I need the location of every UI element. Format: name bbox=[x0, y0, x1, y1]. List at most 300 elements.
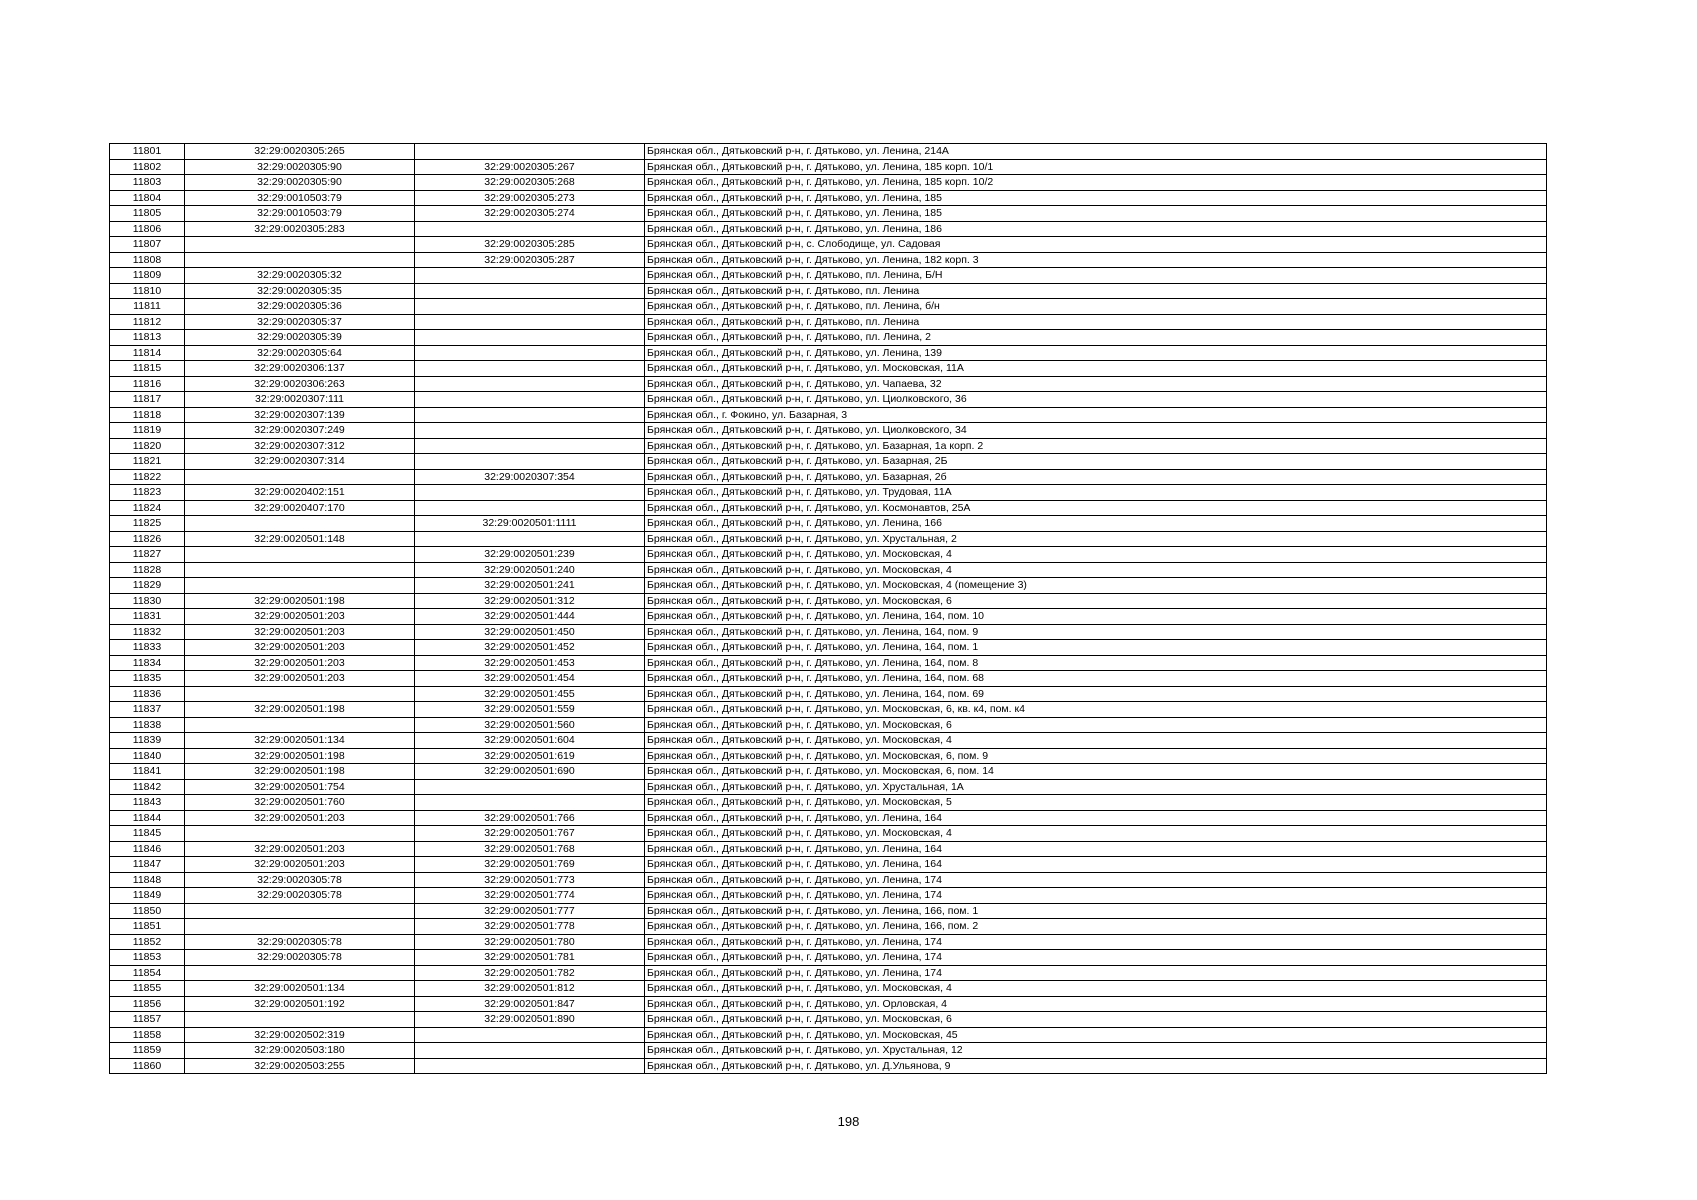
cadastral-number-cell: 32:29:0020307:139 bbox=[185, 407, 415, 423]
address-cell: Брянская обл., Дятьковский р-н, г. Дятьково, ул. Циолковского, 36 bbox=[645, 392, 1547, 408]
object-cadastral-number-cell: 32:29:0020501:780 bbox=[415, 934, 645, 950]
address-cell: Брянская обл., Дятьковский р-н, г. Дятьково, ул. Ленина, 174 bbox=[645, 934, 1547, 950]
cadastral-number-cell: 32:29:0020501:198 bbox=[185, 702, 415, 718]
row-number-cell: 11822 bbox=[110, 469, 185, 485]
object-cadastral-number-cell bbox=[415, 283, 645, 299]
object-cadastral-number-cell: 32:29:0020501:312 bbox=[415, 593, 645, 609]
address-cell: Брянская обл., Дятьковский р-н, г. Дятьково, ул. Циолковского, 34 bbox=[645, 423, 1547, 439]
table-row bbox=[110, 624, 1547, 640]
cadastral-number-cell bbox=[185, 965, 415, 981]
cadastral-number-cell: 32:29:0010503:79 bbox=[185, 190, 415, 206]
row-number-cell: 11816 bbox=[110, 376, 185, 392]
cadastral-number-cell: 32:29:0020503:255 bbox=[185, 1058, 415, 1074]
address-cell: Брянская обл., Дятьковский р-н, г. Дятьково, ул. Космонавтов, 25А bbox=[645, 500, 1547, 516]
cadastral-number-cell bbox=[185, 578, 415, 594]
object-cadastral-number-cell bbox=[415, 221, 645, 237]
row-number-cell: 11809 bbox=[110, 268, 185, 284]
row-number-cell: 11821 bbox=[110, 454, 185, 470]
cadastral-number-cell: 32:29:0020305:64 bbox=[185, 345, 415, 361]
table-row bbox=[110, 1027, 1547, 1043]
address-cell: Брянская обл., Дятьковский р-н, г. Дятьково, ул. Московская, 6 bbox=[645, 717, 1547, 733]
cadastral-number-cell: 32:29:0020501:760 bbox=[185, 795, 415, 811]
address-cell: Брянская обл., Дятьковский р-н, г. Дятьково, пл. Ленина bbox=[645, 314, 1547, 330]
object-cadastral-number-cell: 32:29:0020501:782 bbox=[415, 965, 645, 981]
address-cell: Брянская обл., Дятьковский р-н, г. Дятьково, ул. Ленина, 186 bbox=[645, 221, 1547, 237]
table-row bbox=[110, 733, 1547, 749]
object-cadastral-number-cell bbox=[415, 1043, 645, 1059]
table-row bbox=[110, 159, 1547, 175]
row-number-cell: 11843 bbox=[110, 795, 185, 811]
table-row bbox=[110, 981, 1547, 997]
row-number-cell: 11801 bbox=[110, 144, 185, 160]
table-row bbox=[110, 950, 1547, 966]
object-cadastral-number-cell: 32:29:0020501:452 bbox=[415, 640, 645, 656]
cadastral-number-cell: 32:29:0020305:32 bbox=[185, 268, 415, 284]
cadastral-number-cell: 32:29:0020501:754 bbox=[185, 779, 415, 795]
row-number-cell: 11806 bbox=[110, 221, 185, 237]
object-cadastral-number-cell: 32:29:0020501:444 bbox=[415, 609, 645, 625]
object-cadastral-number-cell: 32:29:0020501:690 bbox=[415, 764, 645, 780]
table-row bbox=[110, 655, 1547, 671]
table-row bbox=[110, 345, 1547, 361]
object-cadastral-number-cell bbox=[415, 1027, 645, 1043]
table-row bbox=[110, 144, 1547, 160]
address-cell: Брянская обл., Дятьковский р-н, г. Дятьково, ул. Ленина, 164, пом. 68 bbox=[645, 671, 1547, 687]
table-row bbox=[110, 841, 1547, 857]
object-cadastral-number-cell: 32:29:0020305:274 bbox=[415, 206, 645, 222]
row-number-cell: 11830 bbox=[110, 593, 185, 609]
table-row bbox=[110, 283, 1547, 299]
row-number-cell: 11840 bbox=[110, 748, 185, 764]
address-cell: Брянская обл., Дятьковский р-н, г. Дятьково, ул. Московская, 11А bbox=[645, 361, 1547, 377]
cadastral-number-cell: 32:29:0020501:203 bbox=[185, 609, 415, 625]
table-row bbox=[110, 314, 1547, 330]
table-row bbox=[110, 764, 1547, 780]
cadastral-number-cell bbox=[185, 469, 415, 485]
table-row bbox=[110, 407, 1547, 423]
cadastral-number-cell: 32:29:0020501:203 bbox=[185, 857, 415, 873]
object-cadastral-number-cell bbox=[415, 345, 645, 361]
object-cadastral-number-cell: 32:29:0020501:767 bbox=[415, 826, 645, 842]
address-cell: Брянская обл., Дятьковский р-н, г. Дятьково, ул. Ленина, 164 bbox=[645, 857, 1547, 873]
address-cell: Брянская обл., Дятьковский р-н, г. Дятьково, ул. Московская, 4 bbox=[645, 826, 1547, 842]
row-number-cell: 11852 bbox=[110, 934, 185, 950]
address-cell: Брянская обл., Дятьковский р-н, г. Дятьково, ул. Московская, 4 bbox=[645, 562, 1547, 578]
cadastral-number-cell: 32:29:0020305:90 bbox=[185, 175, 415, 191]
object-cadastral-number-cell: 32:29:0020501:560 bbox=[415, 717, 645, 733]
table-row bbox=[110, 919, 1547, 935]
address-cell: Брянская обл., Дятьковский р-н, г. Дятьково, ул. Хрустальная, 1А bbox=[645, 779, 1547, 795]
address-cell: Брянская обл., Дятьковский р-н, г. Дятьково, ул. Ленина, 164 bbox=[645, 841, 1547, 857]
row-number-cell: 11803 bbox=[110, 175, 185, 191]
row-number-cell: 11807 bbox=[110, 237, 185, 253]
table-row bbox=[110, 872, 1547, 888]
cadastral-number-cell: 32:29:0020501:203 bbox=[185, 640, 415, 656]
object-cadastral-number-cell: 32:29:0020501:847 bbox=[415, 996, 645, 1012]
row-number-cell: 11818 bbox=[110, 407, 185, 423]
address-cell: Брянская обл., Дятьковский р-н, г. Дятьково, ул. Базарная, 1а корп. 2 bbox=[645, 438, 1547, 454]
row-number-cell: 11826 bbox=[110, 531, 185, 547]
object-cadastral-number-cell bbox=[415, 144, 645, 160]
object-cadastral-number-cell bbox=[415, 423, 645, 439]
row-number-cell: 11814 bbox=[110, 345, 185, 361]
cadastral-number-cell: 32:29:0020305:78 bbox=[185, 872, 415, 888]
address-cell: Брянская обл., Дятьковский р-н, г. Дятьково, пл. Ленина, 2 bbox=[645, 330, 1547, 346]
address-cell: Брянская обл., Дятьковский р-н, г. Дятьково, ул. Ленина, 164, пом. 1 bbox=[645, 640, 1547, 656]
cadastral-number-cell: 32:29:0020305:283 bbox=[185, 221, 415, 237]
row-number-cell: 11823 bbox=[110, 485, 185, 501]
table-row bbox=[110, 795, 1547, 811]
table-row bbox=[110, 593, 1547, 609]
object-cadastral-number-cell: 32:29:0020305:267 bbox=[415, 159, 645, 175]
object-cadastral-number-cell bbox=[415, 531, 645, 547]
object-cadastral-number-cell bbox=[415, 795, 645, 811]
cadastral-number-cell: 32:29:0020501:203 bbox=[185, 671, 415, 687]
address-cell: Брянская обл., Дятьковский р-н, г. Дятьково, ул. Ленина, 139 bbox=[645, 345, 1547, 361]
address-cell: Брянская обл., Дятьковский р-н, г. Дятьково, ул. Ленина, 164 bbox=[645, 810, 1547, 826]
cadastral-number-cell: 32:29:0010503:79 bbox=[185, 206, 415, 222]
row-number-cell: 11841 bbox=[110, 764, 185, 780]
row-number-cell: 11845 bbox=[110, 826, 185, 842]
object-cadastral-number-cell bbox=[415, 330, 645, 346]
cadastral-number-cell: 32:29:0020402:151 bbox=[185, 485, 415, 501]
cadastral-number-cell: 32:29:0020306:263 bbox=[185, 376, 415, 392]
cadastral-number-cell: 32:29:0020407:170 bbox=[185, 500, 415, 516]
row-number-cell: 11815 bbox=[110, 361, 185, 377]
address-cell: Брянская обл., Дятьковский р-н, г. Дятьково, ул. Ленина, 166, пом. 2 bbox=[645, 919, 1547, 935]
address-cell: Брянская обл., Дятьковский р-н, г. Дятьково, ул. Московская, 4 bbox=[645, 733, 1547, 749]
page-number: 198 bbox=[837, 1114, 860, 1129]
address-cell: Брянская обл., Дятьковский р-н, г. Дятьково, ул. Базарная, 2б bbox=[645, 469, 1547, 485]
table-row bbox=[110, 671, 1547, 687]
address-cell: Брянская обл., Дятьковский р-н, г. Дятьково, ул. Хрустальная, 12 bbox=[645, 1043, 1547, 1059]
object-cadastral-number-cell bbox=[415, 268, 645, 284]
table-row bbox=[110, 686, 1547, 702]
cadastral-number-cell bbox=[185, 252, 415, 268]
row-number-cell: 11817 bbox=[110, 392, 185, 408]
row-number-cell: 11802 bbox=[110, 159, 185, 175]
row-number-cell: 11835 bbox=[110, 671, 185, 687]
object-cadastral-number-cell: 32:29:0020501:766 bbox=[415, 810, 645, 826]
object-cadastral-number-cell: 32:29:0020501:778 bbox=[415, 919, 645, 935]
cadastral-number-cell bbox=[185, 1012, 415, 1028]
cadastral-number-cell bbox=[185, 903, 415, 919]
object-cadastral-number-cell: 32:29:0020501:768 bbox=[415, 841, 645, 857]
address-cell: Брянская обл., Дятьковский р-н, г. Дятьково, ул. Ленина, 214А bbox=[645, 144, 1547, 160]
address-cell: Брянская обл., Дятьковский р-н, г. Дятьково, ул. Д.Ульянова, 9 bbox=[645, 1058, 1547, 1074]
table-row bbox=[110, 748, 1547, 764]
object-cadastral-number-cell: 32:29:0020501:774 bbox=[415, 888, 645, 904]
address-cell: Брянская обл., г. Фокино, ул. Базарная, 3 bbox=[645, 407, 1547, 423]
object-cadastral-number-cell: 32:29:0020501:239 bbox=[415, 547, 645, 563]
object-cadastral-number-cell bbox=[415, 1058, 645, 1074]
address-cell: Брянская обл., Дятьковский р-н, г. Дятьково, ул. Ленина, 185 корп. 10/2 bbox=[645, 175, 1547, 191]
cadastral-number-cell bbox=[185, 547, 415, 563]
row-number-cell: 11848 bbox=[110, 872, 185, 888]
address-cell: Брянская обл., Дятьковский р-н, г. Дятьково, пл. Ленина bbox=[645, 283, 1547, 299]
address-cell: Брянская обл., Дятьковский р-н, г. Дятьково, ул. Московская, 6, кв. к4, пом. к4 bbox=[645, 702, 1547, 718]
table-row bbox=[110, 206, 1547, 222]
address-cell: Брянская обл., Дятьковский р-н, г. Дятьково, ул. Ленина, 174 bbox=[645, 965, 1547, 981]
row-number-cell: 11834 bbox=[110, 655, 185, 671]
cadastral-number-cell: 32:29:0020501:198 bbox=[185, 764, 415, 780]
cadastral-number-cell: 32:29:0020501:134 bbox=[185, 733, 415, 749]
table-row bbox=[110, 903, 1547, 919]
address-cell: Брянская обл., Дятьковский р-н, г. Дятьково, ул. Московская, 6 bbox=[645, 593, 1547, 609]
object-cadastral-number-cell: 32:29:0020501:241 bbox=[415, 578, 645, 594]
cadastral-number-cell: 32:29:0020501:203 bbox=[185, 655, 415, 671]
table-row bbox=[110, 934, 1547, 950]
object-cadastral-number-cell: 32:29:0020501:890 bbox=[415, 1012, 645, 1028]
table-row bbox=[110, 454, 1547, 470]
object-cadastral-number-cell bbox=[415, 361, 645, 377]
row-number-cell: 11849 bbox=[110, 888, 185, 904]
cadastral-number-cell bbox=[185, 826, 415, 842]
object-cadastral-number-cell bbox=[415, 376, 645, 392]
address-cell: Брянская обл., Дятьковский р-н, с. Слободище, ул. Садовая bbox=[645, 237, 1547, 253]
table-row bbox=[110, 330, 1547, 346]
address-cell: Брянская обл., Дятьковский р-н, г. Дятьково, пл. Ленина, Б/Н bbox=[645, 268, 1547, 284]
object-cadastral-number-cell: 32:29:0020501:240 bbox=[415, 562, 645, 578]
address-cell: Брянская обл., Дятьковский р-н, г. Дятьково, ул. Московская, 4 bbox=[645, 981, 1547, 997]
cadastral-number-cell: 32:29:0020501:203 bbox=[185, 841, 415, 857]
table-row bbox=[110, 376, 1547, 392]
object-cadastral-number-cell: 32:29:0020501:812 bbox=[415, 981, 645, 997]
cadastral-number-cell: 32:29:0020307:111 bbox=[185, 392, 415, 408]
object-cadastral-number-cell: 32:29:0020501:604 bbox=[415, 733, 645, 749]
object-cadastral-number-cell: 32:29:0020305:285 bbox=[415, 237, 645, 253]
registry-table-body bbox=[110, 144, 1547, 1074]
address-cell: Брянская обл., Дятьковский р-н, г. Дятьково, ул. Московская, 6 bbox=[645, 1012, 1547, 1028]
cadastral-number-cell: 32:29:0020503:180 bbox=[185, 1043, 415, 1059]
address-cell: Брянская обл., Дятьковский р-н, г. Дятьково, ул. Ленина, 166, пом. 1 bbox=[645, 903, 1547, 919]
object-cadastral-number-cell: 32:29:0020501:450 bbox=[415, 624, 645, 640]
cadastral-number-cell bbox=[185, 562, 415, 578]
object-cadastral-number-cell: 32:29:0020501:559 bbox=[415, 702, 645, 718]
object-cadastral-number-cell: 32:29:0020305:268 bbox=[415, 175, 645, 191]
cadastral-number-cell: 32:29:0020307:314 bbox=[185, 454, 415, 470]
table-row bbox=[110, 857, 1547, 873]
cadastral-number-cell: 32:29:0020502:319 bbox=[185, 1027, 415, 1043]
registry-table bbox=[109, 143, 1547, 1074]
row-number-cell: 11844 bbox=[110, 810, 185, 826]
cadastral-number-cell: 32:29:0020501:148 bbox=[185, 531, 415, 547]
address-cell: Брянская обл., Дятьковский р-н, г. Дятьково, ул. Ленина, 164, пом. 8 bbox=[645, 655, 1547, 671]
object-cadastral-number-cell bbox=[415, 407, 645, 423]
cadastral-number-cell: 32:29:0020305:78 bbox=[185, 888, 415, 904]
table-row bbox=[110, 810, 1547, 826]
address-cell: Брянская обл., Дятьковский р-н, г. Дятьково, ул. Ленина, 164, пом. 9 bbox=[645, 624, 1547, 640]
row-number-cell: 11808 bbox=[110, 252, 185, 268]
row-number-cell: 11857 bbox=[110, 1012, 185, 1028]
row-number-cell: 11829 bbox=[110, 578, 185, 594]
row-number-cell: 11837 bbox=[110, 702, 185, 718]
row-number-cell: 11813 bbox=[110, 330, 185, 346]
table-row bbox=[110, 175, 1547, 191]
row-number-cell: 11810 bbox=[110, 283, 185, 299]
row-number-cell: 11858 bbox=[110, 1027, 185, 1043]
table-row bbox=[110, 826, 1547, 842]
cadastral-number-cell: 32:29:0020305:78 bbox=[185, 934, 415, 950]
row-number-cell: 11847 bbox=[110, 857, 185, 873]
address-cell: Брянская обл., Дятьковский р-н, г. Дятьково, ул. Ленина, 174 bbox=[645, 872, 1547, 888]
cadastral-number-cell: 32:29:0020501:198 bbox=[185, 593, 415, 609]
table-row bbox=[110, 361, 1547, 377]
table-row bbox=[110, 516, 1547, 532]
table-row bbox=[110, 578, 1547, 594]
object-cadastral-number-cell: 32:29:0020501:453 bbox=[415, 655, 645, 671]
object-cadastral-number-cell bbox=[415, 779, 645, 795]
row-number-cell: 11825 bbox=[110, 516, 185, 532]
object-cadastral-number-cell: 32:29:0020307:354 bbox=[415, 469, 645, 485]
object-cadastral-number-cell: 32:29:0020501:773 bbox=[415, 872, 645, 888]
table-row bbox=[110, 1043, 1547, 1059]
address-cell: Брянская обл., Дятьковский р-н, г. Дятьково, ул. Московская, 6, пом. 9 bbox=[645, 748, 1547, 764]
table-row bbox=[110, 640, 1547, 656]
row-number-cell: 11839 bbox=[110, 733, 185, 749]
row-number-cell: 11819 bbox=[110, 423, 185, 439]
row-number-cell: 11859 bbox=[110, 1043, 185, 1059]
address-cell: Брянская обл., Дятьковский р-н, г. Дятьково, ул. Московская, 4 (помещение 3) bbox=[645, 578, 1547, 594]
table-row bbox=[110, 996, 1547, 1012]
address-cell: Брянская обл., Дятьковский р-н, г. Дятьково, ул. Орловская, 4 bbox=[645, 996, 1547, 1012]
row-number-cell: 11855 bbox=[110, 981, 185, 997]
row-number-cell: 11831 bbox=[110, 609, 185, 625]
row-number-cell: 11805 bbox=[110, 206, 185, 222]
table-row bbox=[110, 268, 1547, 284]
object-cadastral-number-cell: 32:29:0020501:777 bbox=[415, 903, 645, 919]
address-cell: Брянская обл., Дятьковский р-н, г. Дятьково, ул. Ленина, 174 bbox=[645, 950, 1547, 966]
object-cadastral-number-cell bbox=[415, 314, 645, 330]
cadastral-number-cell: 32:29:0020501:203 bbox=[185, 624, 415, 640]
address-cell: Брянская обл., Дятьковский р-н, г. Дятьково, пл. Ленина, б/н bbox=[645, 299, 1547, 315]
table-row bbox=[110, 888, 1547, 904]
row-number-cell: 11856 bbox=[110, 996, 185, 1012]
cadastral-number-cell: 32:29:0020307:249 bbox=[185, 423, 415, 439]
table-row bbox=[110, 500, 1547, 516]
row-number-cell: 11833 bbox=[110, 640, 185, 656]
object-cadastral-number-cell: 32:29:0020501:454 bbox=[415, 671, 645, 687]
cadastral-number-cell: 32:29:0020305:78 bbox=[185, 950, 415, 966]
address-cell: Брянская обл., Дятьковский р-н, г. Дятьково, ул. Чапаева, 32 bbox=[645, 376, 1547, 392]
table-row bbox=[110, 609, 1547, 625]
cadastral-number-cell: 32:29:0020501:192 bbox=[185, 996, 415, 1012]
address-cell: Брянская обл., Дятьковский р-н, г. Дятьково, ул. Трудовая, 11А bbox=[645, 485, 1547, 501]
address-cell: Брянская обл., Дятьковский р-н, г. Дятьково, ул. Московская, 6, пом. 14 bbox=[645, 764, 1547, 780]
object-cadastral-number-cell bbox=[415, 454, 645, 470]
cadastral-number-cell bbox=[185, 516, 415, 532]
cadastral-number-cell: 32:29:0020305:36 bbox=[185, 299, 415, 315]
address-cell: Брянская обл., Дятьковский р-н, г. Дятьково, ул. Московская, 4 bbox=[645, 547, 1547, 563]
row-number-cell: 11842 bbox=[110, 779, 185, 795]
cadastral-number-cell: 32:29:0020305:39 bbox=[185, 330, 415, 346]
object-cadastral-number-cell: 32:29:0020501:769 bbox=[415, 857, 645, 873]
table-row bbox=[110, 237, 1547, 253]
row-number-cell: 11832 bbox=[110, 624, 185, 640]
table-row bbox=[110, 485, 1547, 501]
table-row bbox=[110, 547, 1547, 563]
cadastral-number-cell: 32:29:0020305:37 bbox=[185, 314, 415, 330]
table-row bbox=[110, 438, 1547, 454]
object-cadastral-number-cell: 32:29:0020501:455 bbox=[415, 686, 645, 702]
address-cell: Брянская обл., Дятьковский р-н, г. Дятьково, ул. Московская, 45 bbox=[645, 1027, 1547, 1043]
table-row bbox=[110, 392, 1547, 408]
cadastral-number-cell: 32:29:0020305:265 bbox=[185, 144, 415, 160]
row-number-cell: 11850 bbox=[110, 903, 185, 919]
table-row bbox=[110, 717, 1547, 733]
row-number-cell: 11860 bbox=[110, 1058, 185, 1074]
object-cadastral-number-cell: 32:29:0020501:1111 bbox=[415, 516, 645, 532]
address-cell: Брянская обл., Дятьковский р-н, г. Дятьково, ул. Базарная, 2Б bbox=[645, 454, 1547, 470]
table-row bbox=[110, 469, 1547, 485]
row-number-cell: 11820 bbox=[110, 438, 185, 454]
address-cell: Брянская обл., Дятьковский р-н, г. Дятьково, ул. Московская, 5 bbox=[645, 795, 1547, 811]
address-cell: Брянская обл., Дятьковский р-н, г. Дятьково, ул. Ленина, 164, пом. 10 bbox=[645, 609, 1547, 625]
object-cadastral-number-cell: 32:29:0020501:619 bbox=[415, 748, 645, 764]
row-number-cell: 11811 bbox=[110, 299, 185, 315]
row-number-cell: 11824 bbox=[110, 500, 185, 516]
object-cadastral-number-cell: 32:29:0020305:287 bbox=[415, 252, 645, 268]
cadastral-number-cell bbox=[185, 717, 415, 733]
table-row bbox=[110, 423, 1547, 439]
row-number-cell: 11853 bbox=[110, 950, 185, 966]
object-cadastral-number-cell: 32:29:0020501:781 bbox=[415, 950, 645, 966]
cadastral-number-cell bbox=[185, 686, 415, 702]
row-number-cell: 11836 bbox=[110, 686, 185, 702]
object-cadastral-number-cell bbox=[415, 392, 645, 408]
cadastral-number-cell: 32:29:0020501:198 bbox=[185, 748, 415, 764]
address-cell: Брянская обл., Дятьковский р-н, г. Дятьково, ул. Ленина, 166 bbox=[645, 516, 1547, 532]
address-cell: Брянская обл., Дятьковский р-н, г. Дятьково, ул. Хрустальная, 2 bbox=[645, 531, 1547, 547]
table-row bbox=[110, 1012, 1547, 1028]
cadastral-number-cell: 32:29:0020305:35 bbox=[185, 283, 415, 299]
row-number-cell: 11812 bbox=[110, 314, 185, 330]
object-cadastral-number-cell bbox=[415, 500, 645, 516]
address-cell: Брянская обл., Дятьковский р-н, г. Дятьково, ул. Ленина, 185 bbox=[645, 190, 1547, 206]
object-cadastral-number-cell: 32:29:0020305:273 bbox=[415, 190, 645, 206]
table-row bbox=[110, 221, 1547, 237]
address-cell: Брянская обл., Дятьковский р-н, г. Дятьково, ул. Ленина, 164, пом. 69 bbox=[645, 686, 1547, 702]
table-row bbox=[110, 531, 1547, 547]
cadastral-number-cell: 32:29:0020306:137 bbox=[185, 361, 415, 377]
row-number-cell: 11838 bbox=[110, 717, 185, 733]
table-row bbox=[110, 779, 1547, 795]
row-number-cell: 11846 bbox=[110, 841, 185, 857]
table-row bbox=[110, 1058, 1547, 1074]
address-cell: Брянская обл., Дятьковский р-н, г. Дятьково, ул. Ленина, 185 bbox=[645, 206, 1547, 222]
cadastral-number-cell: 32:29:0020501:203 bbox=[185, 810, 415, 826]
row-number-cell: 11804 bbox=[110, 190, 185, 206]
cadastral-number-cell bbox=[185, 237, 415, 253]
row-number-cell: 11854 bbox=[110, 965, 185, 981]
address-cell: Брянская обл., Дятьковский р-н, г. Дятьково, ул. Ленина, 182 корп. 3 bbox=[645, 252, 1547, 268]
table-row bbox=[110, 299, 1547, 315]
cadastral-number-cell: 32:29:0020307:312 bbox=[185, 438, 415, 454]
table-row bbox=[110, 252, 1547, 268]
object-cadastral-number-cell bbox=[415, 299, 645, 315]
row-number-cell: 11827 bbox=[110, 547, 185, 563]
table-row bbox=[110, 702, 1547, 718]
cadastral-number-cell: 32:29:0020305:90 bbox=[185, 159, 415, 175]
cadastral-number-cell bbox=[185, 919, 415, 935]
object-cadastral-number-cell bbox=[415, 438, 645, 454]
table-row bbox=[110, 562, 1547, 578]
cadastral-number-cell: 32:29:0020501:134 bbox=[185, 981, 415, 997]
row-number-cell: 11828 bbox=[110, 562, 185, 578]
row-number-cell: 11851 bbox=[110, 919, 185, 935]
table-row bbox=[110, 190, 1547, 206]
object-cadastral-number-cell bbox=[415, 485, 645, 501]
